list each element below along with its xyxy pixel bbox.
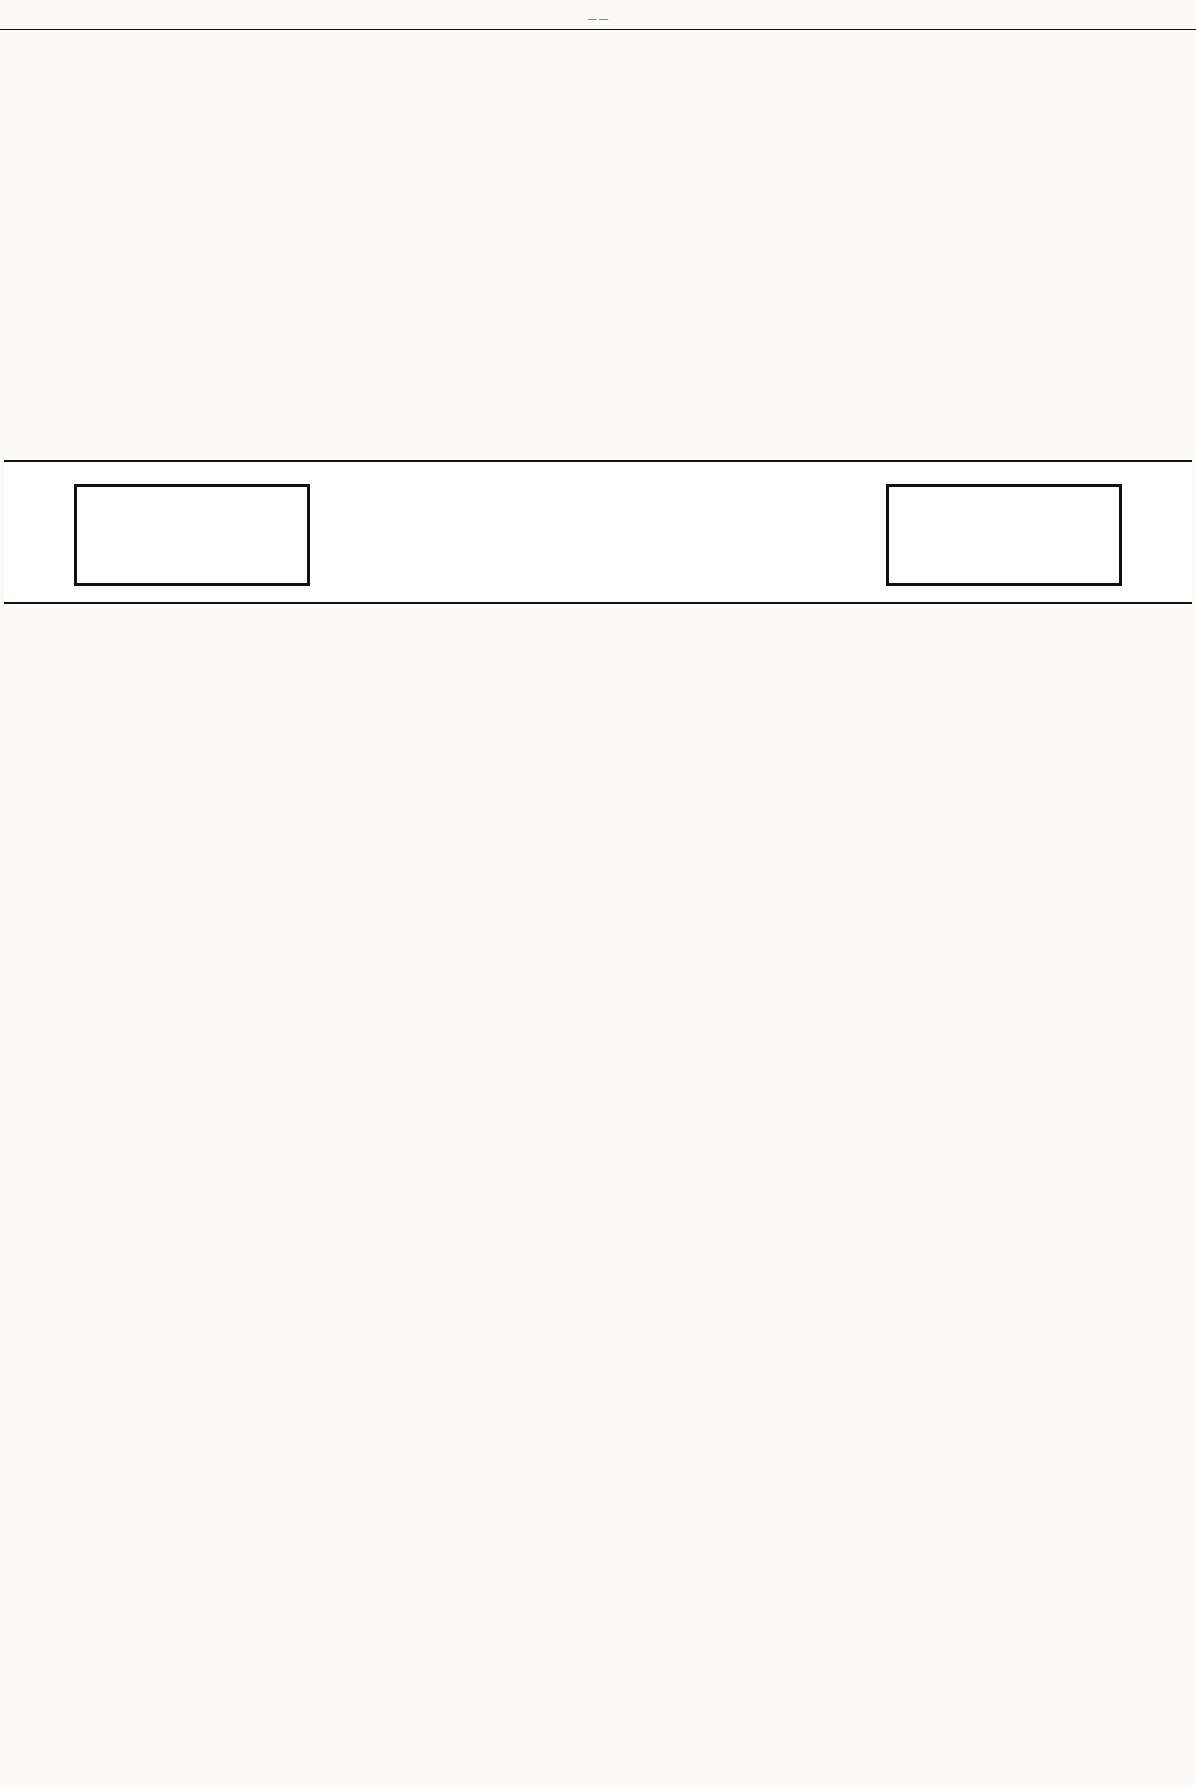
buyers-directory-box [886, 484, 1122, 586]
choir-illustration [324, 472, 870, 592]
classified-ads-section [4, 34, 1192, 454]
directory-banner [4, 460, 1192, 604]
masthead [0, 8, 1196, 30]
service-directory [4, 606, 1192, 1778]
household-directory-box [74, 484, 310, 586]
masthead-center: — — [587, 14, 609, 24]
